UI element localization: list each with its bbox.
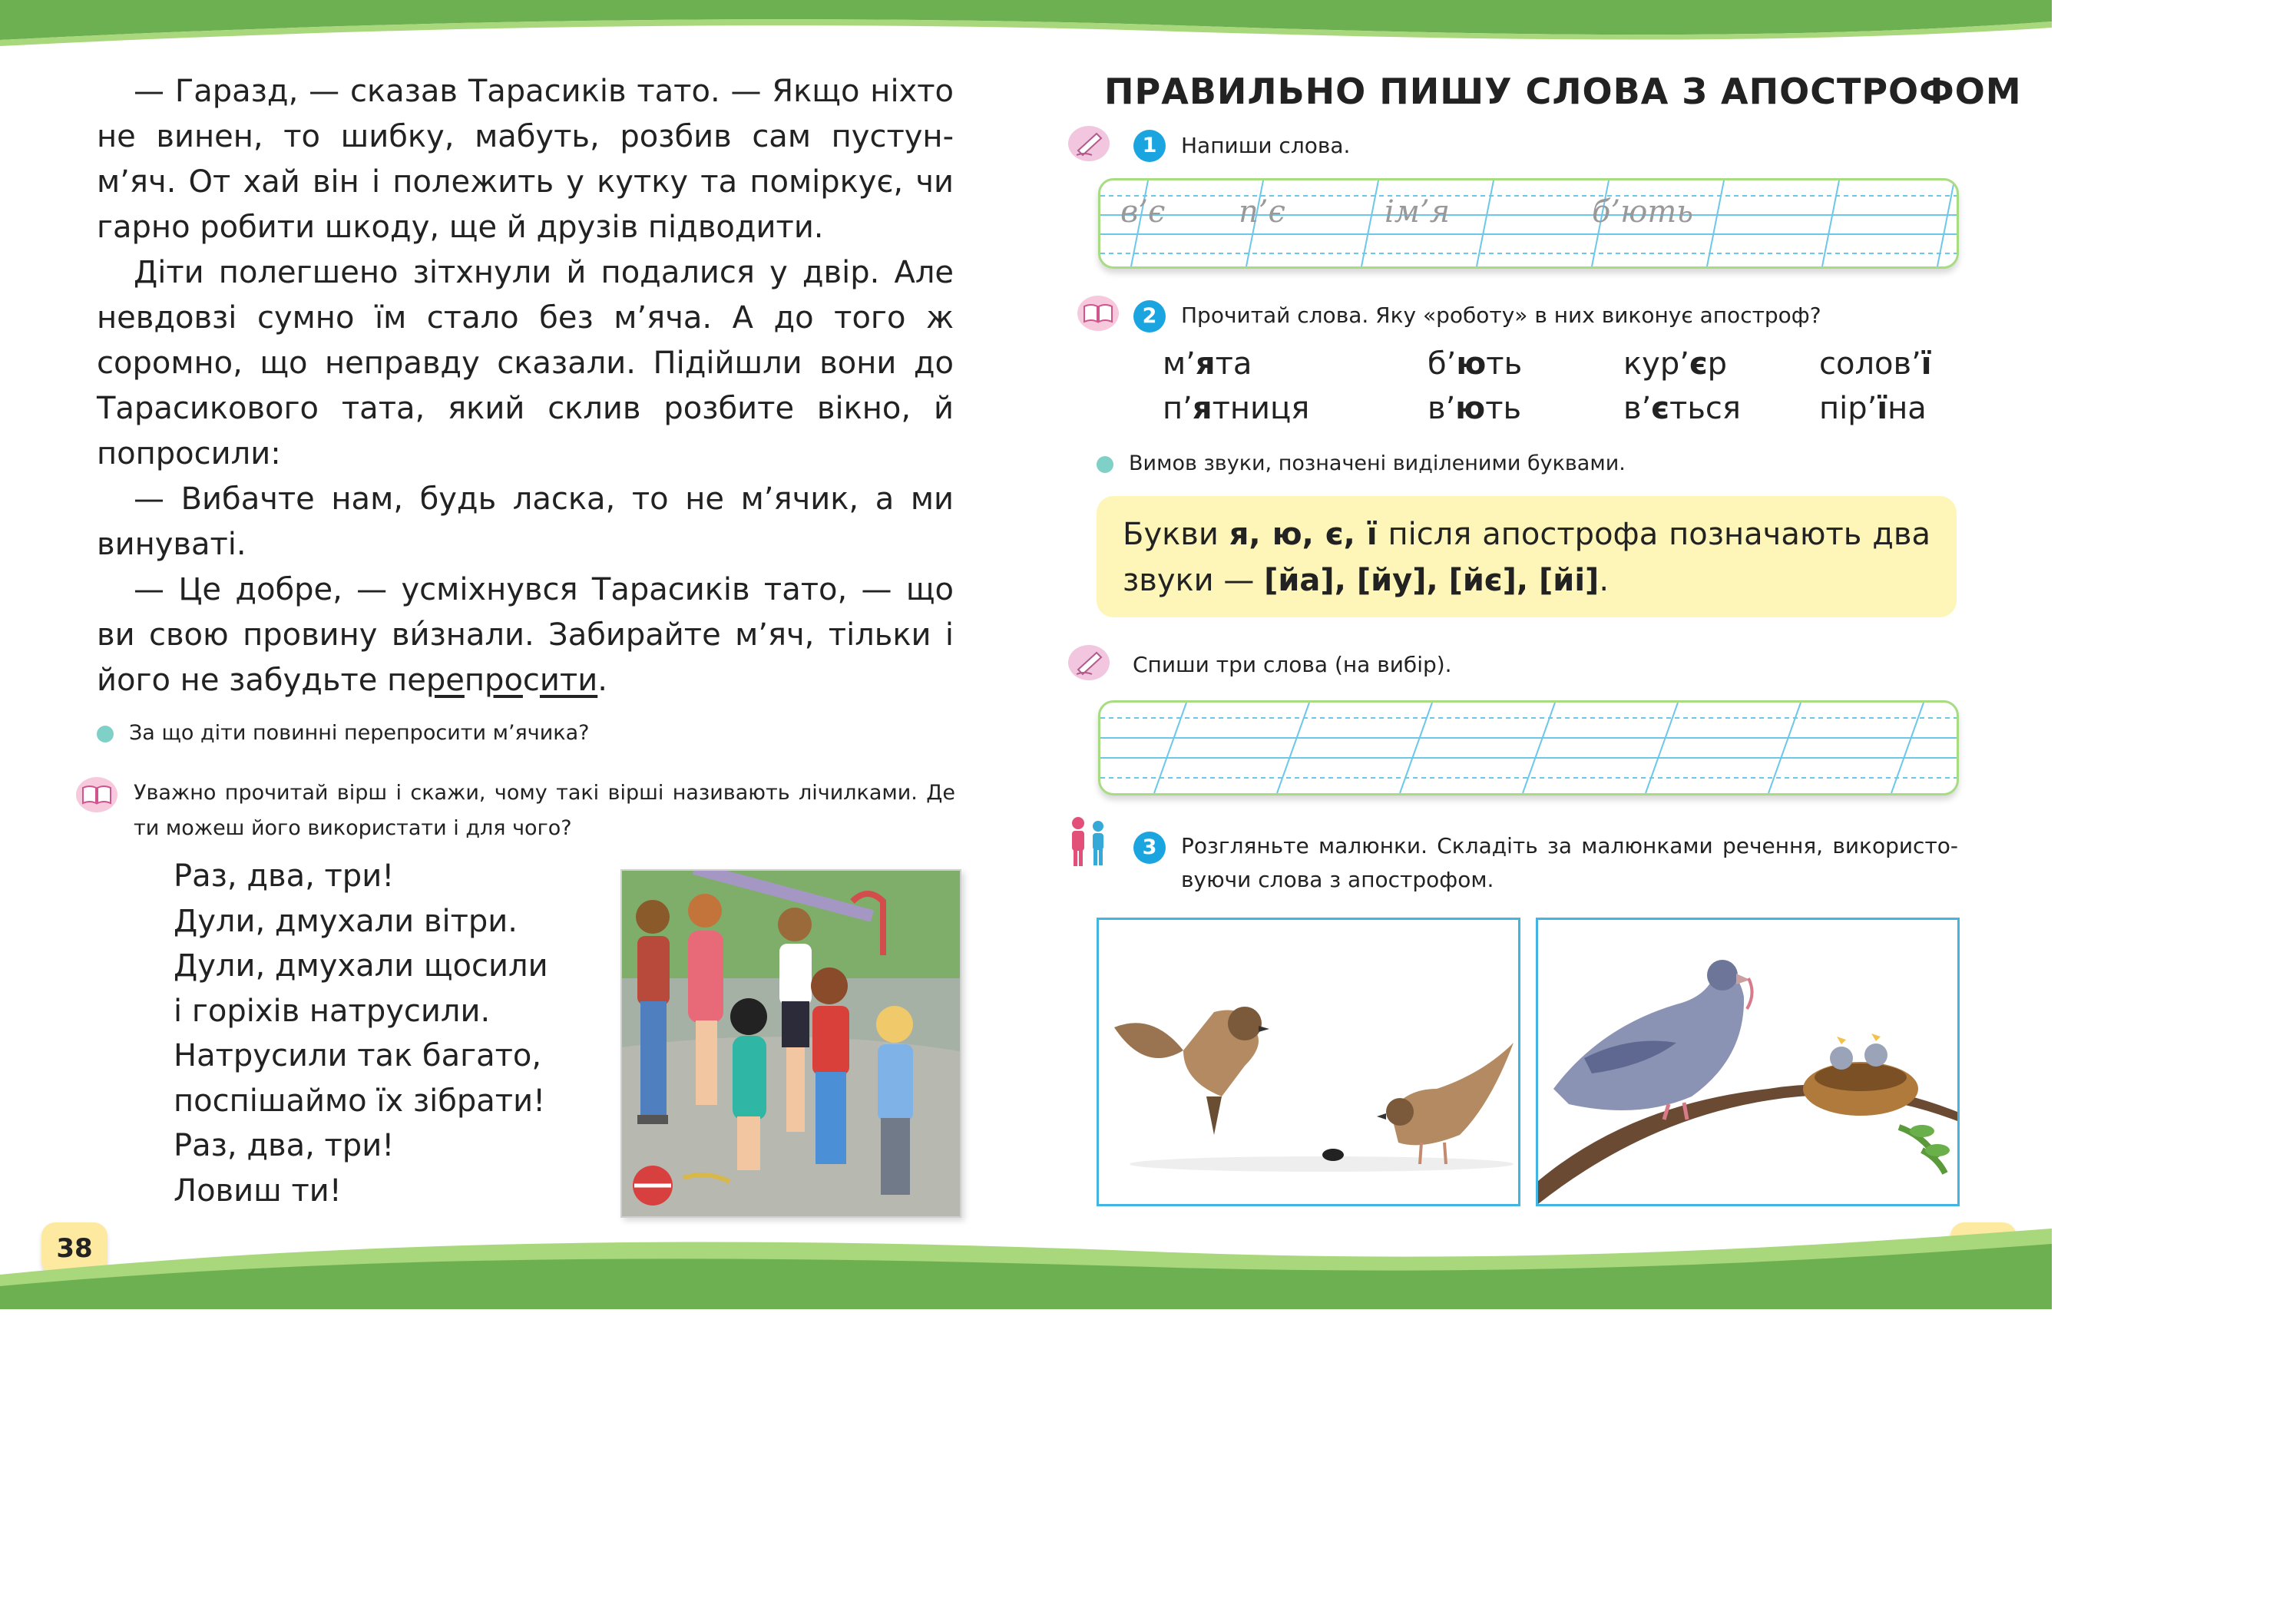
poem-line: Дули, дмухали щосили [174, 948, 548, 984]
poem-line: Дули, дмухали вітри. [174, 903, 518, 939]
task-number-1: 1 [1133, 130, 1166, 162]
open-book-icon [1077, 294, 1120, 332]
task-number-3: 3 [1133, 832, 1166, 864]
poem-line: Ловиш ти! [174, 1173, 342, 1209]
bullet-dot-icon [1097, 456, 1113, 473]
page-title: ПРАВИЛЬНО ПИШУ СЛОВА З АПОСТРОФОМ [1104, 71, 2022, 112]
children-playground-illustration [620, 869, 961, 1218]
handwriting-sample-4: б’ють [1592, 194, 1694, 230]
task2-label: Прочитай слова. Яку «роботу» в них виконує апостроф? [1181, 303, 1821, 328]
poem-line: Раз, два, три! [174, 858, 395, 894]
story-text [97, 69, 954, 703]
poem-line: і горіхів натрусили. [174, 993, 491, 1029]
handwriting-lines-box-1[interactable] [1098, 178, 1959, 269]
rule-box [1097, 496, 1957, 617]
task3-label: Розгляньте малюнки. Складіть за малюнками речення, використовуючи слова з апострофом. [1181, 833, 1958, 892]
pronounce-note: Вимов звуки, позначені виділеними буквами. [1097, 448, 1626, 480]
copy-task-label: Спиши три слова (на вибір). [1133, 652, 1452, 677]
page-number-left: 38 [41, 1222, 108, 1275]
top-wave-decoration [0, 0, 2052, 46]
sparrows-illustration [1097, 918, 1520, 1206]
apostrophe-word: кур’єр [1623, 346, 1728, 382]
counting-rhyme-poem [174, 854, 548, 1213]
story-question: За що діти повинні перепросити м’ячика? [97, 718, 589, 749]
story-paragraph-4: — Це добре, — усміхнувся Тарасиків тато, — що ви свою провину ви́знали. Забирайте м’яч, тільки і його не забудьте перепросити. [97, 572, 954, 698]
task1-label: Напиши слова. [1181, 133, 1351, 158]
story-paragraph-3: — Вибачте нам, будь ласка, то не м’ячик, а ми винуваті. [97, 481, 954, 562]
apostrophe-word: м’ята [1163, 346, 1252, 382]
apostrophe-word: в’ється [1623, 391, 1741, 426]
poem-line: Раз, два, три! [174, 1128, 395, 1163]
writing-hand-icon [1067, 124, 1110, 163]
handwriting-lines-box-2[interactable] [1098, 700, 1959, 795]
apostrophe-word: солов’ї [1819, 346, 1932, 382]
bottom-wave-decoration [0, 1213, 2052, 1309]
rule-text: Букви я, ю, є, ї після апострофа позначають два звуки — [йа], [йу], [йє], [йі]. [1123, 517, 1930, 598]
people-group-icon [1066, 815, 1112, 868]
reading-task-text: Уважно прочитай вірш і скажи, чому такі вірші називають лічилками. Де ти можеш його використати і для чого? [134, 781, 955, 840]
writing-hand-icon [1067, 643, 1110, 682]
poem-line: Натрусили так багато, [174, 1038, 542, 1073]
apostrophe-word: б’ють [1428, 346, 1523, 382]
story-paragraph-1: — Гаразд, — сказав Тарасиків тато. — Якщо ніхто не винен, то шибку, мабуть, розбив сам пустун-м’яч. От хай він і полежить у кутку та поміркує, чи гарно робити шкоду, ще й друзів підводити. [97, 74, 954, 245]
apostrophe-word: п’ятниця [1163, 391, 1310, 426]
task-number-2: 2 [1133, 300, 1166, 332]
open-book-icon [75, 776, 118, 814]
handwriting-sample-2: п’є [1239, 194, 1285, 230]
handwriting-sample-1: в’є [1120, 194, 1166, 230]
apostrophe-word: пір’їна [1819, 391, 1927, 426]
pigeon-nest-illustration [1536, 918, 1960, 1206]
handwriting-sample-3: ім’я [1385, 194, 1451, 230]
poem-line: поспішаймо їх зібрати! [174, 1083, 546, 1119]
apostrophe-word: в’ють [1428, 391, 1522, 426]
bullet-dot-icon [97, 726, 114, 743]
story-paragraph-2: Діти полегшено зітхнули й подалися у двір. Але невдовзі сумно їм стало без м’яча. А до того ж соромно, що неправду сказали. Підійшли вони до Тарасикового тата, який склив розбите вікно, й попросили: [97, 255, 954, 471]
